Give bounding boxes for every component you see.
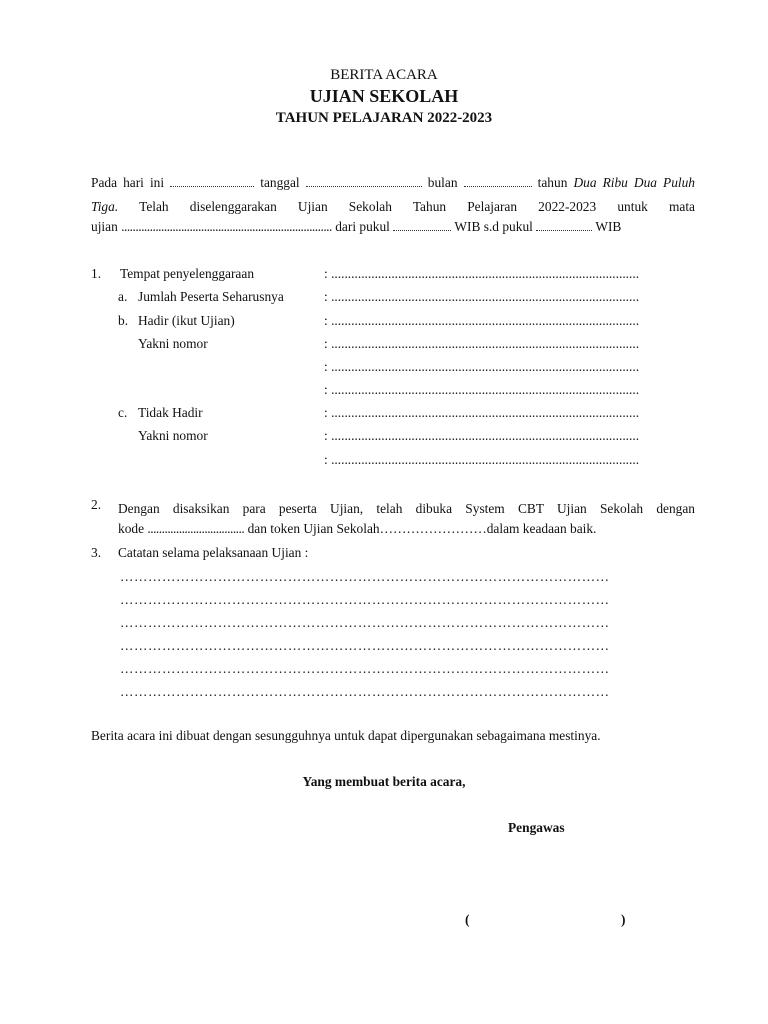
tahun-value-1: Dua Ribu Dua Puluh (573, 175, 695, 190)
blank-kode: .................................. (147, 521, 245, 536)
signature-maker: Yang membuat berita acara, (302, 774, 466, 789)
blank-sampai-pukul (536, 219, 592, 231)
catatan-line-4: …………………………………………………………………………………………… (120, 638, 610, 653)
blank-hari (170, 175, 254, 187)
item-b-fill: : ............................................................................................ (324, 313, 640, 328)
intro-line-1 (91, 171, 695, 194)
item-c-yakni-fill-2: : ............................................................................................ (324, 452, 640, 467)
item-b-number: b. (118, 313, 129, 328)
signature-close-paren: ) (621, 912, 626, 927)
item-a-fill: : ............................................................................................ (324, 289, 640, 304)
label-tahun: tahun (537, 175, 568, 190)
item-a-number: a. (118, 289, 128, 304)
closing-statement: Berita acara ini dibuat dengan sesungguhnya untuk dapat dipergunakan sebagaimana mestinya. (91, 728, 601, 743)
item-c-yakni-fill-1: : ............................................................................................ (324, 428, 640, 443)
tahun-value-2: Tiga. (91, 199, 119, 214)
item-1-fill: : ............................................................................................ (324, 266, 640, 281)
catatan-line-6: …………………………………………………………………………………………… (120, 684, 610, 699)
item-c-label: Tidak Hadir (138, 405, 203, 420)
label-bulan: bulan (427, 175, 458, 190)
title-tahun-pelajaran: TAHUN PELAJARAN 2022-2023 (275, 110, 493, 126)
blank-ujian: .......................................................................... (121, 219, 332, 234)
item-b-yakni-fill-1: : ............................................................................................ (324, 336, 640, 351)
item-c-yakni-label: Yakni nomor (138, 428, 208, 443)
item-c-number: c. (118, 405, 128, 420)
item-3-label: Catatan selama pelaksanaan Ujian : (118, 545, 309, 560)
title-ujian-sekolah: UJIAN SEKOLAH (309, 86, 459, 106)
item-2-line-1: Dengan disaksikan para peserta Ujian, telah dibuka System CBT Ujian Sekolah dengan (118, 501, 695, 516)
signature-role: Pengawas (508, 820, 565, 835)
title-berita-acara: BERITA ACARA (330, 67, 438, 83)
item-c-fill: : ............................................................................................ (324, 405, 640, 420)
item-b-yakni-fill-3: : ............................................................................................ (324, 382, 640, 397)
blank-dari-pukul (393, 219, 451, 231)
item-1-number: 1. (91, 266, 102, 281)
item-3-number: 3. (91, 545, 102, 560)
label-token: dan token Ujian Sekolah (247, 521, 380, 536)
label-wib: WIB (595, 219, 622, 234)
blank-token: …………………… (379, 521, 487, 536)
item-b-label: Hadir (ikut Ujian) (138, 313, 235, 328)
item-2-line-2 (118, 521, 596, 537)
item-a-label: Jumlah Peserta Seharusnya (138, 289, 284, 304)
label-kode: kode (118, 521, 145, 536)
catatan-line-2: …………………………………………………………………………………………… (120, 592, 610, 607)
item-b-yakni-label: Yakni nomor (138, 336, 208, 351)
intro-line-2 (91, 195, 695, 218)
label-wib-sd-pukul: WIB s.d pukul (454, 219, 533, 234)
catatan-line-1: …………………………………………………………………………………………… (120, 569, 610, 584)
item-b-yakni-fill-2: : ............................................................................................ (324, 359, 640, 374)
blank-tanggal (306, 175, 422, 187)
label-keadaan-baik: dalam keadaan baik. (486, 521, 597, 536)
label-ujian: ujian (91, 219, 118, 234)
blank-bulan (464, 175, 532, 187)
label-tanggal: tanggal (260, 175, 300, 190)
catatan-line-3: …………………………………………………………………………………………… (120, 615, 610, 630)
label-dari-pukul: dari pukul (335, 219, 390, 234)
item-2-number: 2. (91, 497, 102, 512)
intro-line-2-text: Telah diselenggarakan Ujian Sekolah Tahun Pelajaran 2022-2023 untuk mata (139, 199, 695, 214)
label-pada-hari: Pada hari ini (91, 175, 165, 190)
item-1-label: Tempat penyelenggaraan (120, 266, 255, 281)
signature-open-paren: ( (465, 912, 470, 927)
intro-line-3 (91, 219, 621, 235)
catatan-line-5: …………………………………………………………………………………………… (120, 661, 610, 676)
